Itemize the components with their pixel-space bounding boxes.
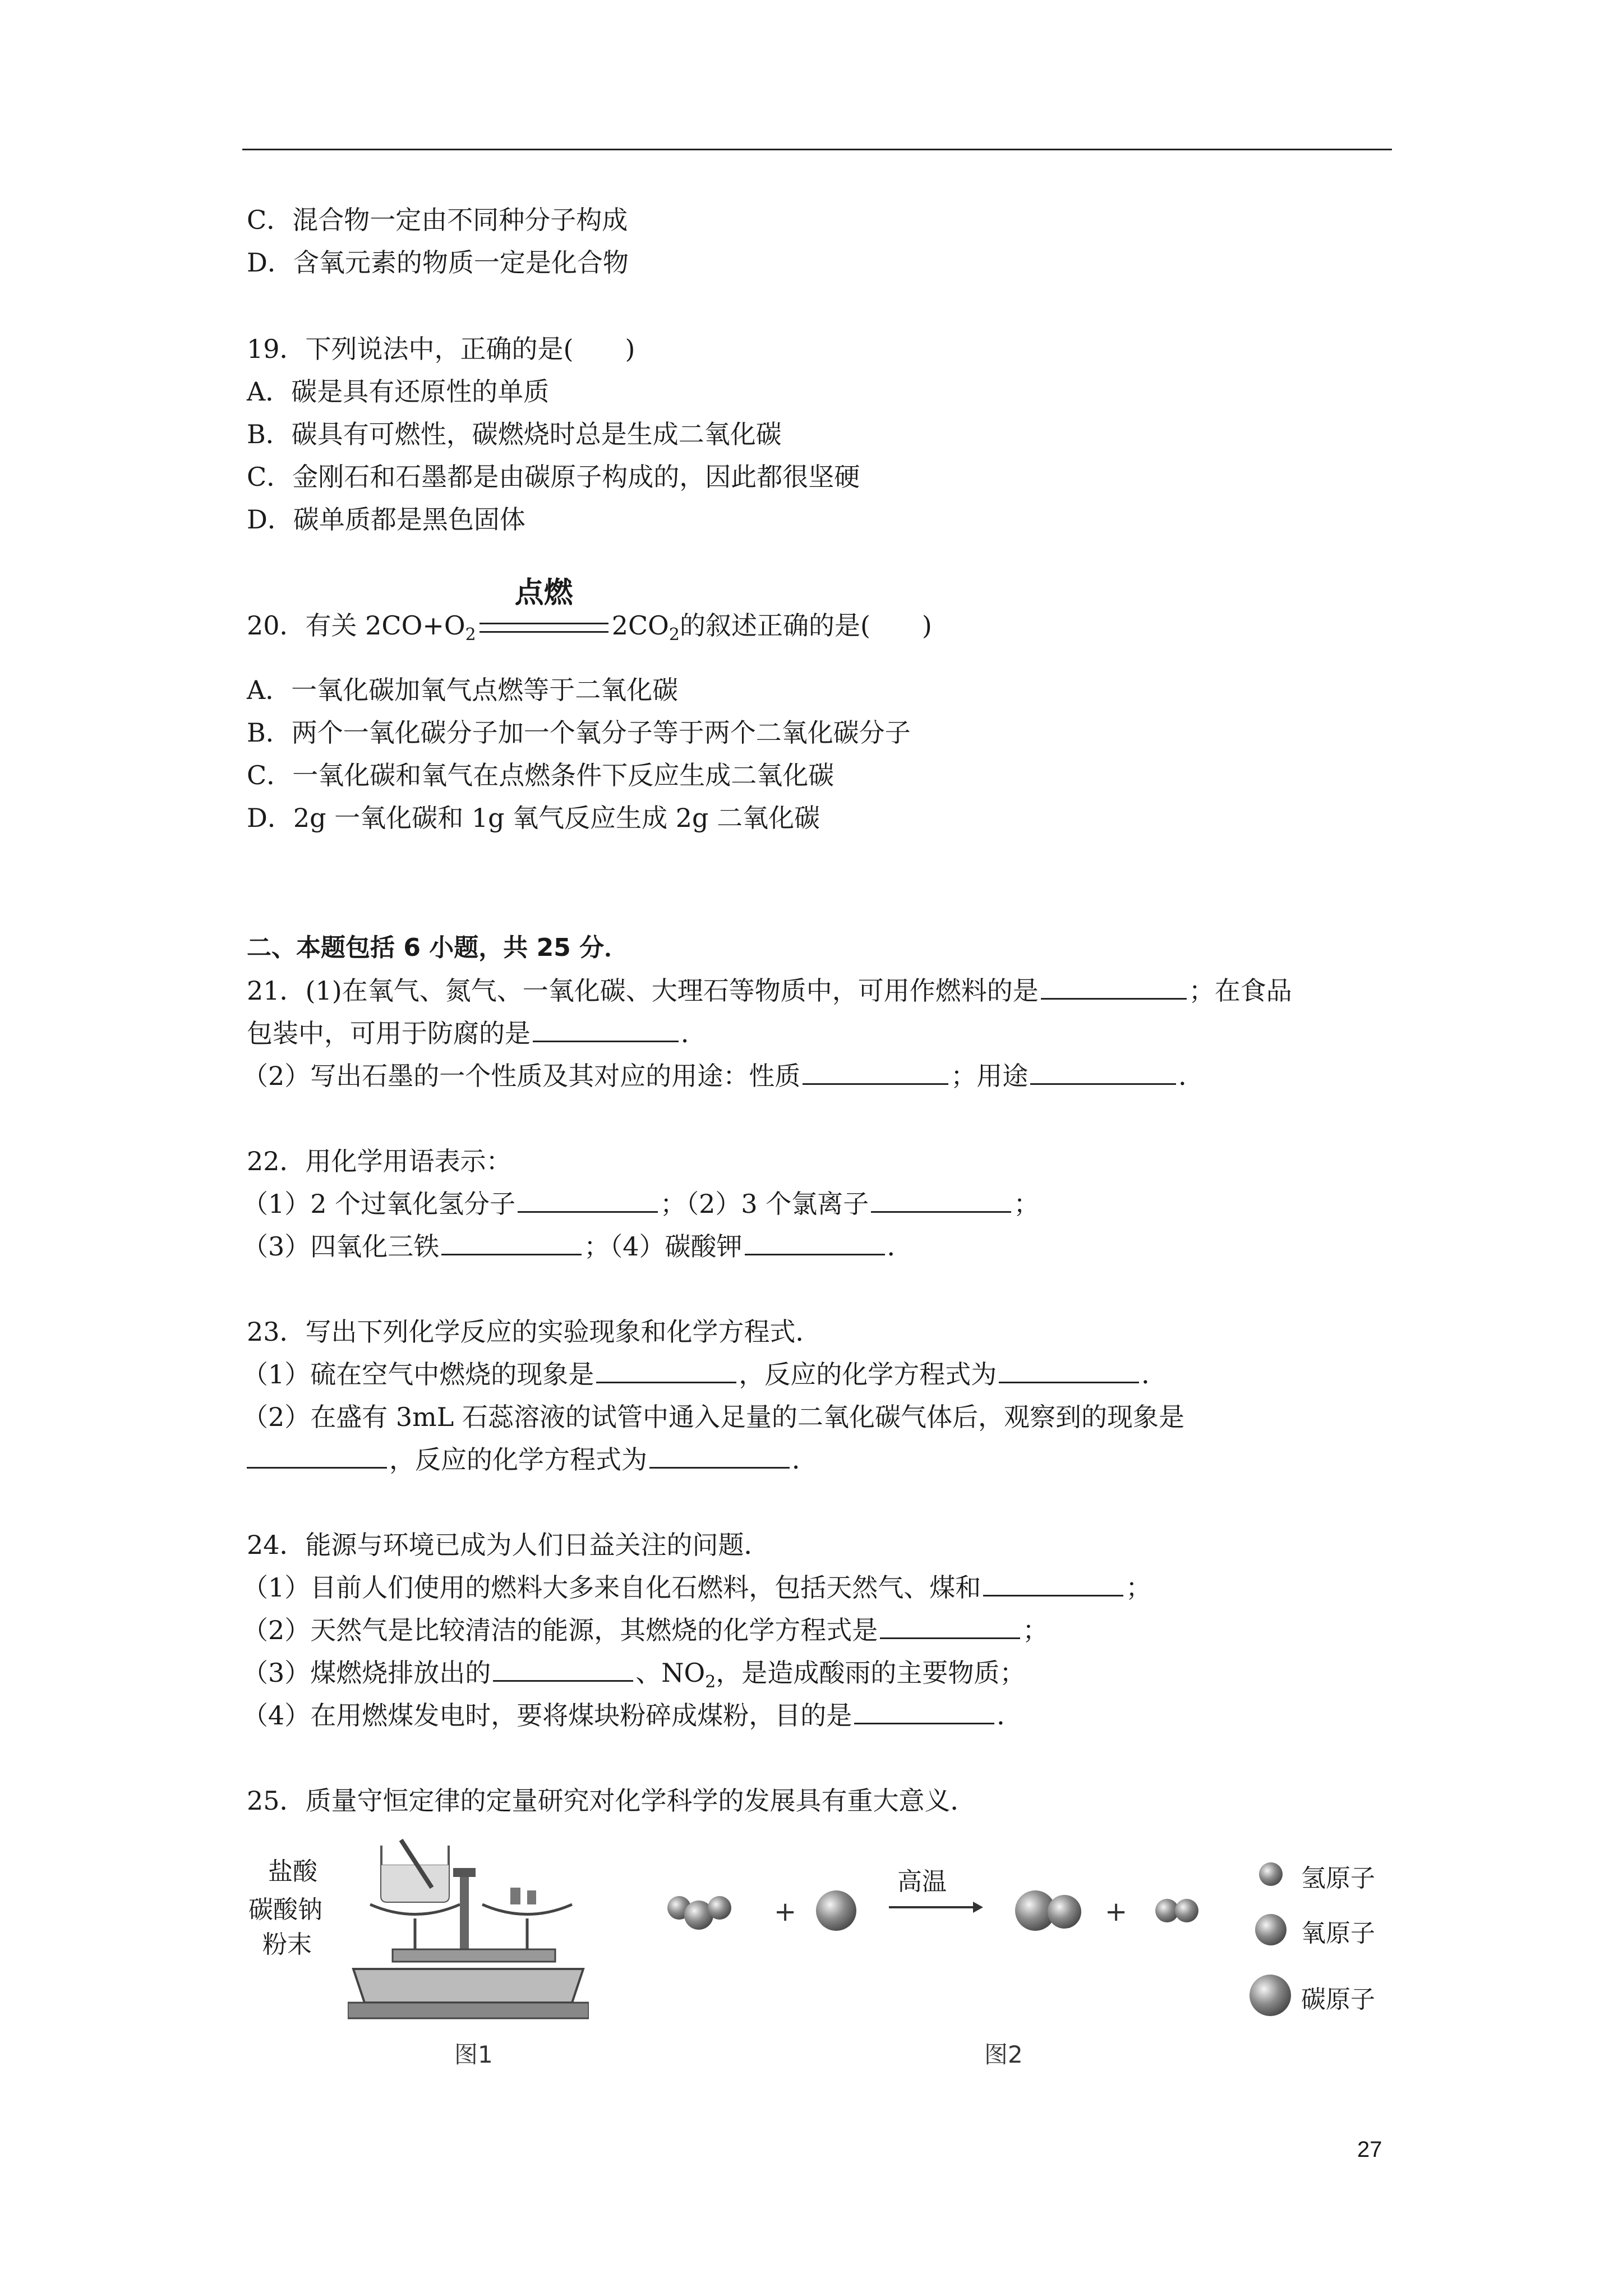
q22-line1: [242, 1187, 1039, 1221]
q22-line2: [242, 1230, 913, 1263]
legend-o-atom-icon: [1255, 1914, 1287, 1945]
header-rule: [242, 149, 1392, 150]
q22-stem: 22．用化学用语表示：: [247, 1146, 512, 1176]
product1-o-atom: [1048, 1895, 1081, 1929]
q23-blank-1[interactable]: [596, 1359, 736, 1383]
legend-c-atom-icon: [1249, 1975, 1291, 2016]
q23-l1-tail: ．: [1141, 1359, 1168, 1389]
q21-l3-text: （2）写出石墨的一个性质及其对应的用途：性质: [242, 1061, 801, 1091]
balance-illustration: [348, 1834, 589, 2025]
q19-option-c: C．金刚石和石墨都是由碳原子构成的，因此都很坚硬: [247, 462, 860, 492]
option-c-prev: C．混合物一定由不同种分子构成: [247, 205, 628, 235]
product2-h-atom-right: [1175, 1899, 1198, 1922]
q20-stem: [247, 576, 932, 652]
q20-stem-post: 的叙述正确的是( ): [679, 610, 932, 641]
q22-blank-3[interactable]: [441, 1231, 582, 1255]
reaction-arrow: [889, 1899, 984, 1916]
q23-blank-4[interactable]: [649, 1444, 790, 1469]
q20-double-bar: [479, 623, 608, 633]
q24-no2-sub: 2: [705, 1672, 716, 1692]
section2-heading: 二、本题包括 6 小题，共 25 分．: [247, 933, 629, 962]
q24-line4: [242, 1699, 1022, 1732]
q25-stem: 25．质量守恒定律的定量研究对化学科学的发展具有重大意义．: [247, 1786, 976, 1816]
q21-blank-fuel[interactable]: [1041, 976, 1187, 1000]
q23-line1: [242, 1358, 1167, 1391]
q24-l4-tail: ．: [997, 1700, 1023, 1731]
q20-option-a: A．一氧化碳加氧气点燃等于二氧化碳: [247, 675, 679, 705]
q22-l2-tail: ．: [887, 1231, 913, 1262]
q24-blank-1[interactable]: [983, 1572, 1123, 1596]
q23-l1-mid: ，反应的化学方程式为: [739, 1359, 997, 1389]
q22-blank-2[interactable]: [871, 1189, 1011, 1213]
q23-l1-text: （1）硫在空气中燃烧的现象是: [242, 1359, 594, 1389]
q22-l1-tail: ；: [1013, 1189, 1040, 1219]
reactant1-h-atom-right: [708, 1896, 731, 1920]
q22-l2-mid: ；（4）碳酸钾: [584, 1231, 743, 1262]
q24-l3-tail: ，是造成酸雨的主要物质；: [716, 1658, 1026, 1688]
fig1-caption: 图1: [454, 2041, 493, 2068]
q21-blank-property[interactable]: [803, 1061, 948, 1085]
legend-o-label: 氧原子: [1301, 1919, 1375, 1948]
q21-line3: [242, 1059, 1204, 1093]
plus-sign-2: +: [1105, 1896, 1128, 1927]
q21-l3-mid: ；用途: [951, 1061, 1029, 1091]
q23-line2: （2）在盛有 3mL 石蕊溶液的试管中通入足量的二氧化碳气体后，观察到的现象是: [242, 1402, 1184, 1432]
q23-blank-2[interactable]: [999, 1359, 1139, 1383]
q21-l1-tail: ；在食品: [1188, 976, 1292, 1006]
q23-l3-text: ，反应的化学方程式为: [389, 1444, 647, 1475]
q20-product: 2CO: [611, 610, 669, 641]
fig1-label-na2co3-b: 粉末: [262, 1930, 312, 1959]
q22-l1-mid: ；（2）3 个氯离子: [660, 1189, 869, 1219]
q24-l3-text: （3）煤燃烧排放出的: [242, 1658, 491, 1688]
q20-option-d: D．2g 一氧化碳和 1g 氧气反应生成 2g 二氧化碳: [247, 803, 820, 833]
q21-l2-tail: ．: [681, 1018, 707, 1048]
q20-option-c: C．一氧化碳和氧气在点燃条件下反应生成二氧化碳: [247, 760, 834, 790]
q24-l2-text: （2）天然气是比较清洁的能源，其燃烧的化学方程式是: [242, 1615, 878, 1645]
fig2-caption: 图2: [984, 2041, 1023, 2068]
page-number: 27: [1357, 2137, 1382, 2162]
q24-l1-tail: ；: [1126, 1572, 1152, 1603]
q22-l2-text: （3）四氧化三铁: [242, 1231, 440, 1262]
q20-co2-sub: 2: [668, 625, 680, 645]
q20-option-b: B．两个一氧化碳分子加一个氧分子等于两个二氧化碳分子: [247, 717, 911, 748]
q19-option-b: B．碳具有可燃性，碳燃烧时总是生成二氧化碳: [247, 419, 782, 449]
q24-blank-2[interactable]: [880, 1615, 1020, 1639]
q24-blank-4[interactable]: [854, 1700, 994, 1724]
q20-condition: 点燃: [514, 576, 573, 610]
q19-stem: 19．下列说法中，正确的是( ): [247, 334, 635, 364]
legend-h-label: 氢原子: [1301, 1864, 1375, 1893]
q21-blank-preservative[interactable]: [533, 1018, 679, 1042]
legend-c-label: 碳原子: [1301, 1985, 1375, 2014]
q22-blank-4[interactable]: [745, 1231, 885, 1255]
q22-blank-1[interactable]: [518, 1189, 658, 1213]
q24-line1: [242, 1571, 1151, 1604]
q23-blank-3[interactable]: [247, 1444, 387, 1469]
q23-stem: 23．写出下列化学反应的实验现象和化学方程式．: [247, 1317, 822, 1347]
q21-line1: [247, 974, 1292, 1007]
legend-h-atom-icon: [1259, 1862, 1283, 1886]
q21-line2: [247, 1016, 707, 1050]
q24-stem: 24．能源与环境已成为人们日益关注的问题．: [247, 1530, 770, 1560]
q24-l1-text: （1）目前人们使用的燃料大多来自化石燃料，包括天然气、煤和: [242, 1572, 981, 1603]
q20-equation-sign: [476, 576, 612, 642]
reactant2-c-atom: [816, 1890, 856, 1931]
q24-l4-text: （4）在用燃煤发电时，要将煤块粉碎成煤粉，目的是: [242, 1700, 852, 1731]
q24-blank-3[interactable]: [493, 1658, 633, 1682]
fig1-label-na2co3-a: 碳酸钠: [248, 1895, 322, 1924]
q21-l2-text: 包装中，可用于防腐的是: [247, 1018, 531, 1048]
q24-l3-mid: 、NO: [635, 1658, 706, 1688]
q21-l3-tail: ．: [1178, 1061, 1205, 1091]
option-d-prev: D．含氧元素的物质一定是化合物: [247, 247, 629, 278]
q20-o2-sub: 2: [465, 625, 476, 645]
q24-line3: [242, 1656, 1025, 1699]
plus-sign-1: +: [774, 1896, 797, 1927]
q20-stem-pre: 20．有关 2CO+O: [247, 610, 465, 641]
q23-l3-tail: ．: [792, 1444, 818, 1475]
q21-l1-text: 21．(1)在氧气、氮气、一氧化碳、大理石等物质中，可用作燃料的是: [247, 976, 1039, 1006]
q22-l1-text: （1）2 个过氧化氢分子: [242, 1189, 516, 1219]
q23-line3: [247, 1443, 818, 1476]
q19-option-d: D．碳单质都是黑色固体: [247, 504, 525, 535]
q24-line2: [242, 1613, 1048, 1647]
fig2-condition: 高温: [897, 1867, 947, 1896]
q21-blank-use[interactable]: [1030, 1061, 1176, 1085]
q19-option-a: A．碳是具有还原性的单质: [247, 376, 550, 407]
q24-l2-tail: ；: [1022, 1615, 1049, 1645]
fig1-label-hcl: 盐酸: [268, 1857, 317, 1886]
